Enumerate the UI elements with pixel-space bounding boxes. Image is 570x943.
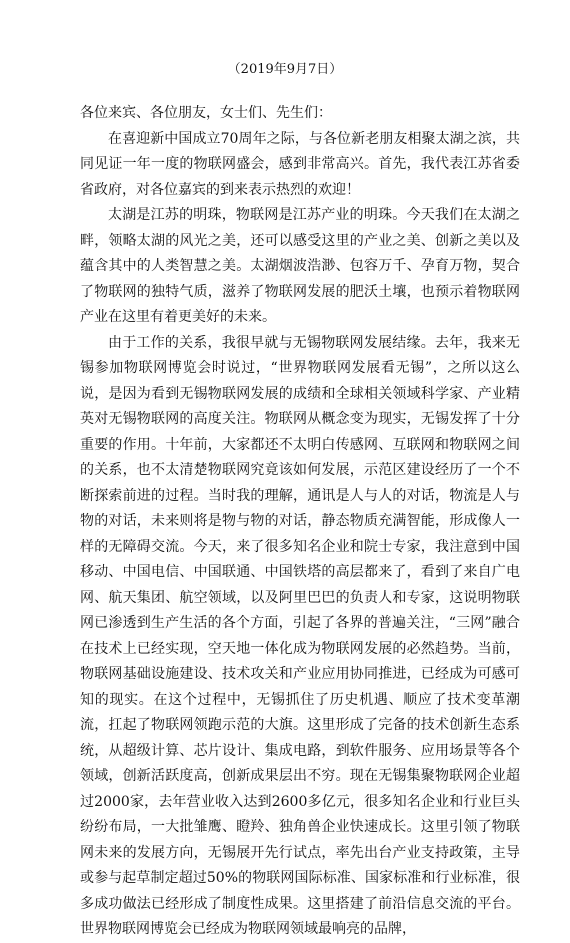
salutation: 各位来宾、各位朋友，女士们、先生们： xyxy=(80,105,332,121)
speech-date: （2019年9月7日） xyxy=(227,62,343,77)
speech-body xyxy=(80,101,520,943)
paragraph-opening: 在喜迎新中国成立70周年之际，与各位新老朋友相聚太湖之滨，共同见证一年一度的物联网盛会，感到非常高兴。首先，我代表江苏省委省政府，对各位嘉宾的到来表示热烈的欢迎！ xyxy=(80,130,520,198)
paragraph-taihu: 太湖是江苏的明珠，物联网是江苏产业的明珠。今天我们在太湖之畔，领略太湖的风光之美，还可以感受这里的产业之美、创新之美以及蕴含其中的人类智慧之美。太湖烟波浩渺、包容万千、孕育万物，契合了物联网的独特气质，滋养了物联网发展的肥沃土壤，也预示着物联网产业在这里有着更美好的未来。 xyxy=(80,207,520,325)
paragraph-wuxi-iot: 由于工作的关系，我很早就与无锡物联网发展结缘。去年，我来无锡参加物联网博览会时说过，“世界物联网发展看无锡”，之所以这么说，是因为看到无锡物联网发展的成绩和全球相关领域科学家、产业精英对无锡物联网的高度关注。物联网从概念变为现实，无锡发挥了十分重要的作用。十年前，大家都还不太明白传感网、互联网和物联网之间的关系，也不太清楚物联网究竟该如何发展，示范区建设经历了一个不断探索前进的过程。当时我的理解，通讯是人与人的对话，物流是人与物的对话，未来则将是物与物的对话，静态物质充满智能，形成像人一样的无障碍交流。今天，来了很多知名企业和院士专家，我注意到中国移动、中国电信、中国联通、中国铁塔的高层都来了，看到了来自广电网、航天集团、航空领域，以及阿里巴巴的负责人和专家，这说明物联网已渗透到生产生活的各个方面，引起了各界的普遍关注，“三网”融合在技术上已经实现，空天地一体化成为物联网发展的必然趋势。当前，物联网基础设施建设、技术攻关和产业应用协同推进，已经成为可感可知的现实。在这个过程中，无锡抓住了历史机遇、顺应了技术变革潮流，扛起了物联网领跑示范的大旗。这里形成了完备的技术创新生态系统，从超级计算、芯片设计、集成电路，到软件服务、应用场景等各个领域，创新活跃度高，创新成果层出不穷。现在无锡集聚物联网企业超过2000家，去年营业收入达到2600多亿元，很多知名企业和行业巨头纷纷布局，一大批雏鹰、瞪羚、独角兽企业快速成长。这里引领了物联网未来的发展方向，无锡展开先行试点，率先出台产业支持政策，主导或参与起草制定超过50%的物联网国际标准、国家标准和行业标准，很多成功做法已经形成了制度性成果。这里搭建了前沿信息交流的平台。世界物联网博览会已经成为物联网领域最响亮的品牌， xyxy=(80,334,520,937)
